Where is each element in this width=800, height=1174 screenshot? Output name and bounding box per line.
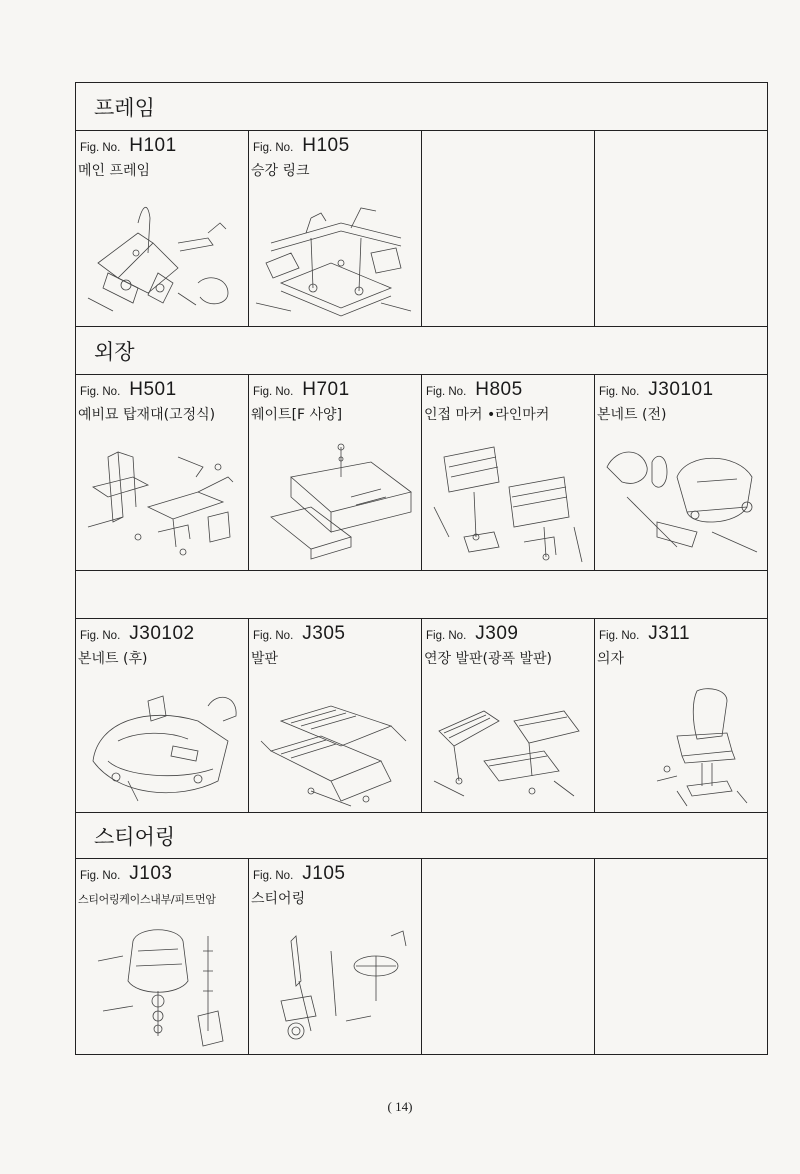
figure-row xyxy=(76,619,767,813)
fig-code: H501 xyxy=(129,379,177,400)
seat-diagram-icon xyxy=(597,681,765,813)
fig-code: J30102 xyxy=(129,623,195,644)
figure-cell-h701[interactable] xyxy=(249,375,422,570)
figure-cell-j309[interactable] xyxy=(422,619,595,812)
fig-title: 의자 xyxy=(597,651,625,667)
seedling-rack-diagram-icon xyxy=(78,437,246,569)
fig-code: J103 xyxy=(129,863,173,884)
fig-code: J105 xyxy=(302,863,346,884)
weight-diagram-icon xyxy=(251,437,419,569)
marker-diagram-icon xyxy=(424,437,592,569)
extension-step-diagram-icon xyxy=(424,681,592,813)
fig-title: 연장 발판(광폭 발판) xyxy=(424,651,553,667)
main-frame-diagram-icon xyxy=(78,193,246,325)
section-heading-frame xyxy=(76,83,767,131)
fig-title: 예비묘 탑재대(고정식) xyxy=(78,407,216,423)
blank-row xyxy=(76,571,767,619)
lift-link-diagram-icon xyxy=(251,193,419,325)
figure-row xyxy=(76,375,767,571)
fig-title: 메인 프레임 xyxy=(78,163,151,179)
step-diagram-icon xyxy=(251,681,419,813)
steering-diagram-icon xyxy=(251,921,419,1053)
figure-cell-empty xyxy=(422,859,595,1054)
fig-title: 본네트 (후) xyxy=(78,651,148,667)
fig-no-label: Fig. No. xyxy=(599,630,640,642)
figure-cell-j103[interactable] xyxy=(76,859,249,1054)
parts-index-table xyxy=(75,82,768,1055)
figure-row xyxy=(76,859,767,1054)
fig-no-label: Fig. No. xyxy=(253,870,294,882)
front-bonnet-diagram-icon xyxy=(597,437,765,569)
figure-cell-empty xyxy=(595,131,767,326)
figure-cell-j30102[interactable] xyxy=(76,619,249,812)
fig-code: J30101 xyxy=(648,379,714,400)
fig-code: H805 xyxy=(475,379,523,400)
steering-case-diagram-icon xyxy=(78,921,246,1053)
fig-no-label: Fig. No. xyxy=(253,142,294,154)
fig-title: 승강 링크 xyxy=(251,163,310,179)
fig-code: J309 xyxy=(475,623,519,644)
fig-title: 인접 마커 •라인마커 xyxy=(424,407,550,423)
section-title: 프레임 xyxy=(94,95,155,120)
fig-title: 스티어링 xyxy=(251,891,306,907)
fig-no-label: Fig. No. xyxy=(599,386,640,398)
fig-code: J311 xyxy=(648,623,691,644)
fig-no-label: Fig. No. xyxy=(253,386,294,398)
rear-bonnet-diagram-icon xyxy=(78,681,246,813)
fig-code: H101 xyxy=(129,135,177,156)
figure-cell-empty xyxy=(595,859,767,1054)
figure-cell-j30101[interactable] xyxy=(595,375,767,570)
fig-title: 웨이트[F 사양] xyxy=(251,407,343,423)
figure-cell-j305[interactable] xyxy=(249,619,422,812)
fig-no-label: Fig. No. xyxy=(80,630,121,642)
fig-title: 스티어링케이스내부/피트먼암 xyxy=(78,893,216,906)
fig-no-label: Fig. No. xyxy=(253,630,294,642)
figure-cell-empty xyxy=(422,131,595,326)
section-heading-steering xyxy=(76,813,767,859)
figure-row xyxy=(76,131,767,327)
figure-cell-j105[interactable] xyxy=(249,859,422,1054)
fig-no-label: Fig. No. xyxy=(80,386,121,398)
figure-cell-h101[interactable] xyxy=(76,131,249,326)
fig-title: 발판 xyxy=(251,651,279,667)
figure-cell-j311[interactable] xyxy=(595,619,767,812)
fig-no-label: Fig. No. xyxy=(80,142,121,154)
fig-code: J305 xyxy=(302,623,346,644)
fig-no-label: Fig. No. xyxy=(80,870,121,882)
section-title: 외장 xyxy=(94,339,135,364)
fig-title: 본네트 (전) xyxy=(597,407,667,423)
fig-no-label: Fig. No. xyxy=(426,630,467,642)
figure-cell-h105[interactable] xyxy=(249,131,422,326)
fig-no-label: Fig. No. xyxy=(426,386,467,398)
page-number: ( 14) xyxy=(387,1099,413,1114)
figure-cell-h501[interactable] xyxy=(76,375,249,570)
section-heading-exterior xyxy=(76,327,767,375)
fig-code: H105 xyxy=(302,135,350,156)
fig-code: H701 xyxy=(302,379,350,400)
section-title: 스티어링 xyxy=(94,824,176,849)
figure-cell-h805[interactable] xyxy=(422,375,595,570)
